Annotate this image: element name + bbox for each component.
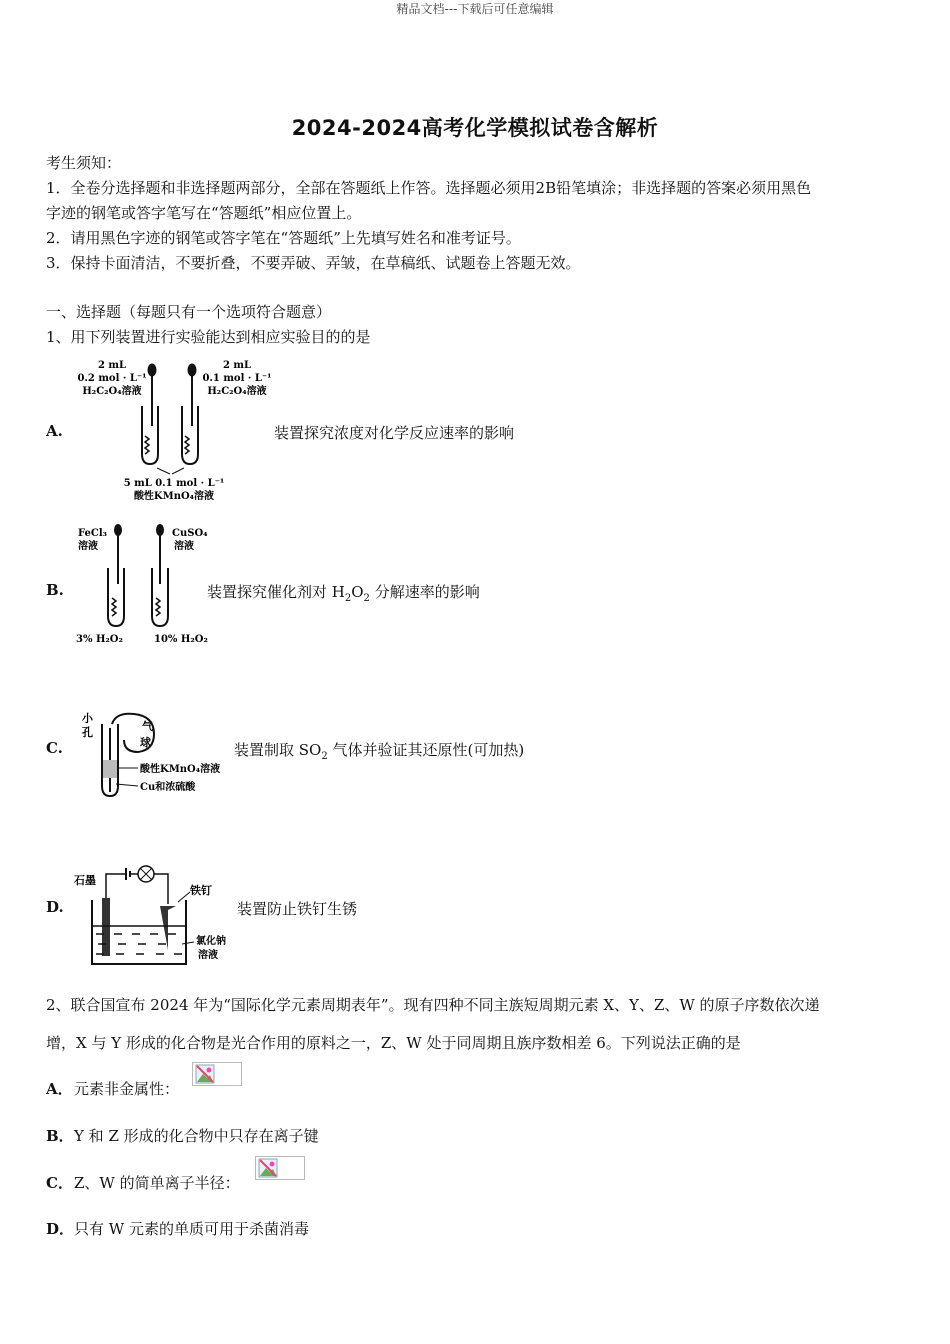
fig-b-tube-left bbox=[108, 568, 124, 626]
fig-c-hole-label-1: 小 bbox=[82, 712, 93, 725]
fig-a-dropper-right bbox=[188, 364, 196, 426]
q1-option-a-text: 装置探究浓度对化学反应速率的影响 bbox=[274, 424, 515, 442]
fig-a-left-label-3: H₂C₂O₄溶液 bbox=[82, 386, 142, 397]
q2-option-d-text: 只有 W 元素的单质可用于杀菌消毒 bbox=[74, 1220, 309, 1238]
q1-option-c-text-post: 气体并验证其还原性(可加热) bbox=[327, 741, 525, 759]
q2-option-c-text: Z、W 的简单离子半径： bbox=[74, 1174, 240, 1192]
fig-d-graphite-label: 石墨 bbox=[74, 874, 96, 887]
q1-option-c-text bbox=[234, 739, 524, 762]
fig-b-bottom-label-2: 10% H₂O₂ bbox=[154, 634, 208, 645]
fig-a-right-label-1: 2 mL bbox=[222, 360, 252, 371]
notice-line-3: 2．请用黑色字迹的钢笔或答字笔在“答题纸”上先填写姓名和准考证号。 bbox=[46, 229, 521, 247]
q1-option-a-letter: A. bbox=[46, 422, 63, 440]
question-2-line-2: 增，X 与 Y 形成的化合物是光合作用的原料之一，Z、W 处于同周期且族序数相差 6。下列说法正确的是 bbox=[46, 1034, 741, 1052]
section-heading: 一、选择题（每题只有一个选项符合题意） bbox=[46, 303, 332, 321]
notice-line-2: 字迹的钢笔或答字笔写在“答题纸”相应位置上。 bbox=[46, 204, 362, 222]
q2-option-c-letter: C． bbox=[46, 1174, 73, 1192]
fig-b-left-label-1: FeCl₃ bbox=[78, 528, 108, 539]
question-2-line-1: 2、联合国宣布 2024 年为“国际化学元素周期表年”。现有四种不同主族短周期元素 X、Y、Z、W 的原子序数依次递 bbox=[46, 996, 820, 1014]
page-title: 2024-2024高考化学模拟试卷含解析 bbox=[291, 116, 659, 140]
fig-c-solution-label-2: Cu和浓硫酸 bbox=[140, 782, 196, 793]
fig-d-solution-label-1: 氯化钠 bbox=[196, 936, 226, 947]
q1-option-b-text bbox=[207, 581, 480, 604]
q2-option-c-broken-image-icon bbox=[255, 1156, 305, 1180]
q1-option-b-text-mid: O bbox=[351, 583, 364, 601]
q1-option-d-figure bbox=[72, 860, 232, 974]
q1-option-b-text-post: 分解速率的影响 bbox=[369, 583, 480, 601]
fig-c-solution-label-1: 酸性KMnO₄溶液 bbox=[140, 764, 221, 775]
q2-option-b-letter: B． bbox=[46, 1127, 74, 1145]
fig-b-right-label-1: CuSO₄ bbox=[172, 528, 208, 539]
q1-option-b-sub-1: 2 bbox=[344, 593, 352, 604]
fig-a-right-label-3: H₂C₂O₄溶液 bbox=[207, 386, 267, 397]
fig-c-balloon-label-1: 气 bbox=[142, 720, 153, 733]
fig-a-left-label-2: 0.2 mol · L⁻¹ bbox=[77, 373, 147, 384]
q1-option-a-figure bbox=[72, 356, 272, 504]
q1-option-b-figure bbox=[72, 524, 212, 658]
fig-a-left-label-1: 2 mL bbox=[97, 360, 127, 371]
fig-d-solution-label-2: 溶液 bbox=[198, 950, 218, 961]
fig-a-bottom-label-1: 5 mL 0.1 mol · L⁻¹ bbox=[123, 478, 225, 489]
fig-b-bottom-label-1: 3% H₂O₂ bbox=[76, 634, 123, 645]
fig-a-bottom-label-2: 酸性KMnO₄溶液 bbox=[133, 491, 215, 502]
q2-option-d-letter: D． bbox=[46, 1220, 75, 1238]
fig-d-graphite-rod bbox=[102, 898, 110, 956]
q2-option-a-letter: A． bbox=[46, 1080, 73, 1098]
notice-line-1: 1．全卷分选择题和非选择题两部分，全部在答题纸上作答。选择题必须用2B铅笔填涂；非选择题的答案必须用黑色 bbox=[46, 179, 812, 197]
fig-a-tube-left bbox=[142, 406, 158, 464]
fig-a-dropper-left bbox=[148, 364, 156, 426]
q2-option-a-text: 元素非金属性： bbox=[74, 1080, 180, 1098]
fig-c-hole-label-2: 孔 bbox=[82, 726, 93, 739]
question-1-stem: 1、用下列装置进行实验能达到相应实验目的的是 bbox=[46, 328, 371, 346]
page-header: 精品文档---下载后可任意编辑 bbox=[396, 2, 554, 16]
q1-option-b-letter: B. bbox=[46, 581, 64, 599]
q1-option-d-text: 装置防止铁钉生锈 bbox=[237, 900, 358, 918]
q1-option-b-text-pre: 装置探究催化剂对 H bbox=[207, 583, 345, 601]
q1-option-d-letter: D. bbox=[46, 898, 64, 916]
q1-option-c-text-pre: 装置制取 SO bbox=[234, 741, 322, 759]
notice-heading: 考生须知： bbox=[46, 154, 122, 172]
fig-b-right-label-2: 溶液 bbox=[174, 541, 194, 552]
q2-option-a-broken-image-icon bbox=[192, 1062, 242, 1086]
fig-b-left-label-2: 溶液 bbox=[78, 541, 98, 552]
q2-option-b-text: Y 和 Z 形成的化合物中只存在离子键 bbox=[74, 1127, 319, 1145]
q1-option-c-sub: 2 bbox=[321, 751, 328, 762]
q1-option-c-figure bbox=[72, 704, 236, 802]
q1-option-c-letter: C. bbox=[46, 739, 63, 757]
q1-option-b-sub-2: 2 bbox=[363, 593, 370, 604]
fig-c-balloon-label-2: 球 bbox=[140, 736, 151, 749]
fig-a-right-label-2: 0.1 mol · L⁻¹ bbox=[202, 373, 272, 384]
fig-a-tube-right bbox=[182, 406, 198, 464]
fig-d-nail-label: 铁钉 bbox=[190, 884, 212, 897]
notice-line-4: 3．保持卡面清洁，不要折叠，不要弄破、弄皱，在草稿纸、试题卷上答题无效。 bbox=[46, 254, 581, 272]
